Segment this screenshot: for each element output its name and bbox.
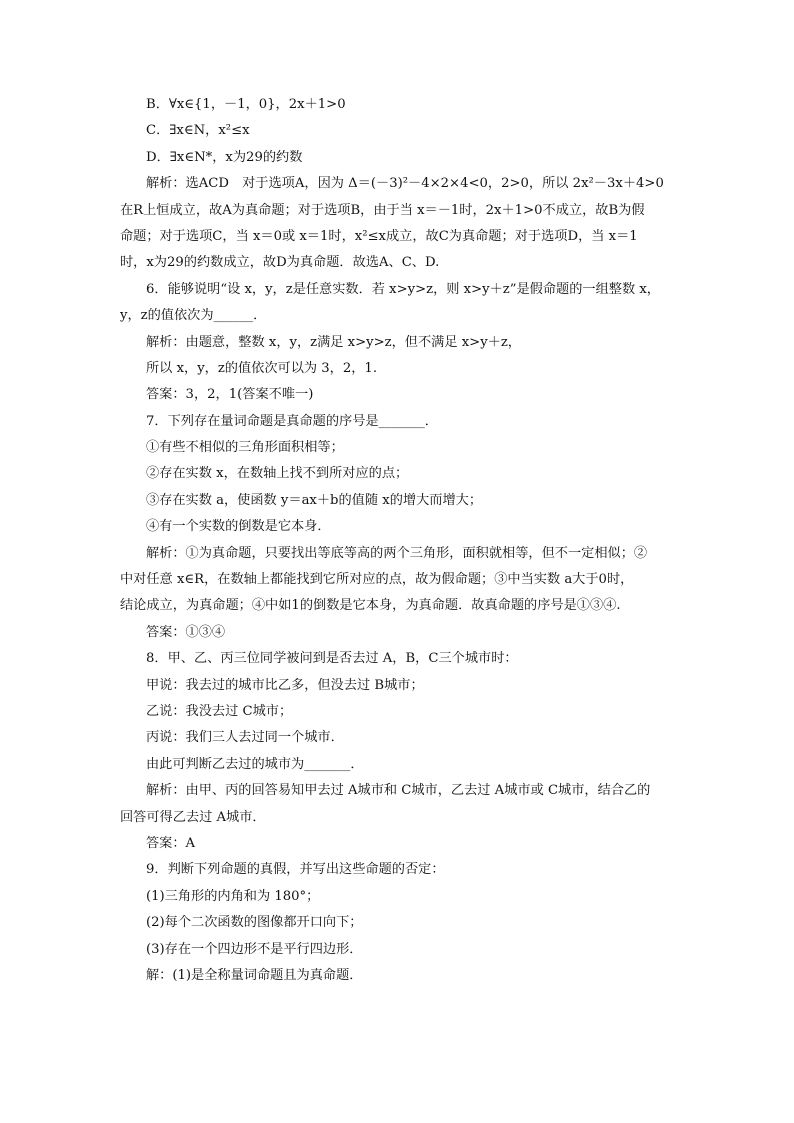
question-8-statement: 丙说：我们三人去过同一个城市． (146, 730, 344, 746)
solution-6-line: 所以 x，y，z的值依次可以为 3，2，1. (146, 360, 378, 376)
solution-9-line: 解：(1)是全称量词命题且为真命题． (146, 967, 363, 983)
solution-7-line: 中对任意 x∈R，在数轴上都能找到它所对应的点，故为假命题；③中当实数 a大于0时， (120, 572, 634, 588)
question-7-item: ④有一个实数的倒数是它本身． (146, 519, 331, 535)
document-body (120, 92, 680, 989)
answer-6: 答案：3，2，1(答案不唯一) (146, 387, 314, 403)
solution-5-line: 解析：选ACD 对于选项A，因为 Δ＝(－3)²－4×2×4<0，2>0，所以 2x²－3x＋4>0 (146, 176, 664, 192)
option-c: C．∃x∈N，x²≤x (146, 123, 250, 139)
solution-8-line: 解析：由甲、丙的回答易知甲去过 A城市和 C城市，乙去过 A城市或 C城市，结合乙的 (146, 783, 651, 799)
solution-5-line: 时，x为29的约数成立，故D为真命题．故选A、C、D. (120, 255, 440, 271)
question-8-line: 由此可判断乙去过的城市为_______． (146, 756, 364, 772)
solution-6-line: 解析：由题意，整数 x，y，z满足 x>y>z，但不满足 x>y＋z， (146, 334, 521, 350)
question-9-item: (3)存在一个四边形不是平行四边形． (146, 941, 363, 957)
solution-7-line: 解析：①为真命题，只要找出等底等高的两个三角形，面积就相等，但不一定相似；② (146, 545, 648, 561)
question-8-statement: 乙说：我没去过 C城市； (146, 703, 293, 719)
solution-5-line: 在R上恒成立，故A为真命题；对于选项B，由于当 x＝－1时，2x＋1>0不成立，故B为假 (120, 202, 645, 218)
option-b: B．∀x∈{1，－1，0}，2x＋1>0 (146, 97, 346, 112)
question-7-item: ②存在实数 x，在数轴上找不到所对应的点； (146, 466, 409, 482)
question-8-statement: 甲说：我去过的城市比乙多，但没去过 B城市； (146, 677, 424, 693)
question-9-item: (1)三角形的内角和为 180°； (146, 888, 320, 904)
option-d: D．∃x∈N*，x为29的约数 (146, 149, 303, 165)
solution-5-line: 命题；对于选项C，当 x＝0或 x＝1时，x²≤x成立，故C为真命题；对于选项D，当 x＝1 (120, 228, 638, 244)
solution-7-line: 结论成立，为真命题；④中如1的倒数是它本身，为真命题．故真命题的序号是①③④. (120, 598, 621, 614)
question-8-line: 8．甲、乙、丙三位同学被问到是否去过 A，B，C三个城市时： (146, 651, 518, 667)
answer-7: 答案：①③④ (146, 624, 226, 640)
question-7-item: ③存在实数 a，使函数 y＝ax＋b的值随 x的增大而增大； (146, 492, 483, 508)
question-7-item: ①有些不相似的三角形面积相等； (146, 440, 344, 456)
solution-8-line: 回答可得乙去过 A城市． (120, 809, 266, 825)
question-9-line: 9．判断下列命题的真假，并写出这些命题的否定： (146, 862, 445, 878)
question-7-line: 7．下列存在量词命题是真命题的序号是_______． (146, 413, 438, 429)
question-6-line: y，z的值依次为______． (120, 308, 267, 324)
question-9-item: (2)每个二次函数的图像都开口向下； (146, 915, 363, 931)
answer-8: 答案：A (146, 835, 196, 851)
question-6-line: 6．能够说明“设 x，y，z是任意实数．若 x>y>z，则 x>y＋z”是假命题的一组整数 x， (146, 281, 660, 297)
